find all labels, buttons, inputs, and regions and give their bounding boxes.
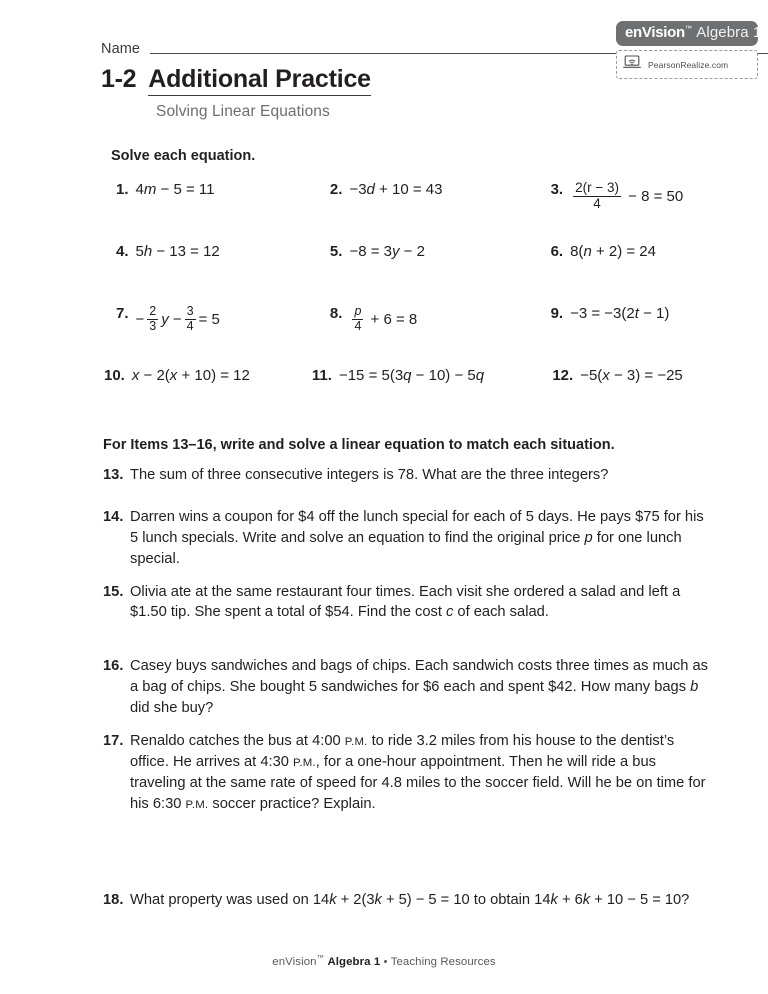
problem-variable: b xyxy=(690,679,699,696)
page-footer xyxy=(0,953,768,968)
problem-number: 13. xyxy=(103,467,124,483)
equation-item-1 xyxy=(101,180,313,242)
problem-text-seg3: + 5) − 5 = 10 to obtain 14 xyxy=(381,892,551,909)
problem-variable: c xyxy=(446,604,454,621)
brand-logo-block xyxy=(616,21,762,79)
equation-item-3 xyxy=(550,180,721,242)
equation-tail: + 6 = 8 xyxy=(366,310,418,328)
problem-text-seg1: What property was used on 14 xyxy=(130,892,330,909)
fraction-numerator: 2(r − 3) xyxy=(575,180,619,195)
footer-brand: enVision xyxy=(272,955,317,968)
problem-text-part2: for one lunch special. xyxy=(130,529,682,567)
footer-resource: Teaching Resources xyxy=(390,955,496,968)
equation-expression: −3 = −3(2 t − 1) xyxy=(570,305,670,322)
problem-text-seg1: Renaldo catches the bus at 4:00 xyxy=(130,732,345,749)
course-name: Algebra 1 xyxy=(696,24,762,41)
problem-number: 16. xyxy=(103,658,124,675)
equation-number: 3. xyxy=(550,181,564,198)
equation-expression: 4 m − 5 = 11 xyxy=(135,181,215,198)
problem-number: 14. xyxy=(103,508,124,525)
equation-expression: −5( x − 3) = −25 xyxy=(580,367,683,384)
equation-number: 10. xyxy=(104,367,125,384)
lesson-number: 1-2 xyxy=(101,65,137,93)
problem-number: 17. xyxy=(103,732,124,749)
equation-item-10 xyxy=(101,366,299,428)
equations-grid xyxy=(101,180,721,428)
problem-number: 15. xyxy=(103,583,124,600)
fraction-numerator: 2 xyxy=(149,304,157,318)
equation-item-4 xyxy=(101,242,313,304)
equation-number: 11. xyxy=(311,367,332,384)
footer-trademark: ™ xyxy=(316,953,325,962)
equation-number: 7. xyxy=(116,305,129,322)
time-meridiem: P.M. xyxy=(185,798,209,811)
problem-variable: k xyxy=(550,892,558,909)
problem-item-18 xyxy=(103,890,715,911)
equation-item-9 xyxy=(550,304,721,366)
equation-row xyxy=(101,180,721,242)
fraction-denominator: 3 xyxy=(149,318,157,333)
fraction xyxy=(352,305,363,333)
problem-variable: p xyxy=(584,529,593,546)
solve-section-heading: Solve each equation. xyxy=(111,148,256,164)
problem-text xyxy=(130,731,715,815)
laptop-wifi-icon xyxy=(623,55,641,74)
fraction xyxy=(573,181,621,211)
problem-text xyxy=(130,890,715,911)
equation-number: 12. xyxy=(552,367,574,384)
problem-text: The sum of three consecutive integers is 78. What are the three integers? xyxy=(130,467,609,483)
problem-text-seg4: soccer practice? Explain. xyxy=(208,795,376,812)
name-label: Name xyxy=(101,41,141,57)
problem-item-16 xyxy=(103,656,715,719)
equation-item-12 xyxy=(529,366,721,428)
word-problems-list xyxy=(103,465,715,911)
equation-lead: − xyxy=(135,310,145,328)
lesson-subtitle: Solving Linear Equations xyxy=(156,103,330,120)
equation-expression: −3 d + 10 = 43 xyxy=(349,181,443,198)
equation-number: 9. xyxy=(550,305,564,322)
lesson-title-block xyxy=(101,65,371,121)
equation-item-11 xyxy=(299,366,529,428)
problem-variable: k xyxy=(329,892,337,909)
problem-text xyxy=(130,507,715,570)
footer-course: Algebra 1 xyxy=(327,955,381,968)
equation-expression: 8( n + 2) = 24 xyxy=(570,243,656,260)
problem-variable: k xyxy=(374,892,382,909)
time-meridiem: P.M. xyxy=(293,756,316,769)
equation-expression xyxy=(136,306,220,334)
footer-separator: • xyxy=(380,955,391,968)
problem-variable: k xyxy=(582,892,591,909)
fraction-numerator: 3 xyxy=(186,304,194,318)
equation-number: 2. xyxy=(329,181,343,198)
page-title: Additional Practice xyxy=(148,65,371,93)
problem-item-14 xyxy=(103,507,715,570)
fraction-denominator: 4 xyxy=(593,195,601,211)
problem-text-seg3: , for a one-hour appointment. Then he will ride a bus traveling at the same rate of speed for 4.8 miles to the soccer field. Will he be on time for his 6:30 xyxy=(130,753,706,812)
problem-text-seg5: + 10 − 5 = 10? xyxy=(590,892,690,909)
problem-text-part2: of each salad. xyxy=(453,604,549,621)
equation-expression: −15 = 5(3 q − 10) − 5 q xyxy=(338,367,485,384)
equation-item-2 xyxy=(313,180,550,242)
equation-expression xyxy=(349,306,417,334)
problem-text-part2: did she buy? xyxy=(130,700,214,716)
equation-number: 4. xyxy=(116,243,129,260)
equation-mid: y − xyxy=(161,310,182,328)
problem-text xyxy=(130,656,715,719)
fraction-denominator: 4 xyxy=(354,318,362,333)
fraction xyxy=(147,305,158,333)
equation-item-7 xyxy=(101,304,313,366)
envision-badge xyxy=(616,21,762,46)
equation-row xyxy=(101,242,721,304)
problem-item-17 xyxy=(103,731,715,815)
word-problems-heading: For Items 13–16, write and solve a linear equation to match each situation. xyxy=(103,437,615,453)
pearson-realize-box[interactable] xyxy=(616,50,758,79)
fraction xyxy=(185,305,196,333)
title-underline xyxy=(148,95,371,96)
equation-number: 8. xyxy=(329,305,343,322)
problem-number: 18. xyxy=(103,892,124,909)
equation-item-5 xyxy=(313,242,550,304)
problem-text-seg4: + 6 xyxy=(557,892,583,909)
equation-item-6 xyxy=(550,242,721,304)
equation-number: 6. xyxy=(550,243,564,260)
equation-number: 1. xyxy=(116,181,129,198)
time-meridiem: P.M. xyxy=(344,735,368,748)
equation-item-8 xyxy=(313,304,550,366)
problem-text-part1: Olivia ate at the same restaurant four times. Each visit she ordered a salad and left a $1.50 tip. She spent a total of $54. Find the cost xyxy=(130,583,681,621)
equation-row xyxy=(101,304,721,366)
fraction-denominator: 4 xyxy=(186,318,194,333)
problem-item-13 xyxy=(103,465,715,486)
equation-expression: −8 = 3 y − 2 xyxy=(349,243,425,260)
fraction-numerator: p xyxy=(354,304,362,318)
equation-expression: x − 2( x + 10) = 12 xyxy=(131,367,250,384)
equation-tail: = 5 xyxy=(198,310,220,328)
equation-row xyxy=(101,366,721,428)
equation-tail: − 8 = 50 xyxy=(623,187,684,205)
problem-text-seg2: to ride 3.2 miles from his house to the dentist’s office. He arrives at 4:30 xyxy=(130,732,675,770)
pearson-realize-url: PearsonRealize.com xyxy=(648,59,729,70)
problem-text-seg2: + 2(3 xyxy=(336,892,375,909)
brand-name: enVision xyxy=(625,24,685,41)
equation-number: 5. xyxy=(329,243,343,260)
problem-item-15 xyxy=(103,582,715,624)
trademark-symbol: ™ xyxy=(684,25,692,33)
problem-text-part1: Darren wins a coupon for $4 off the lunch special for each of 5 days. He pays $75 for his 5 lunch specials. Write and solve an equation to find the original price xyxy=(130,508,704,546)
problem-text xyxy=(130,582,715,624)
problem-text-part1: Casey buys sandwiches and bags of chips. Each sandwich costs three times as much as a bag of chips. She bought 5 sandwiches for $6 each and spent $42. How many bags xyxy=(130,658,708,696)
equation-expression: 5 h − 13 = 12 xyxy=(135,243,220,260)
equation-expression xyxy=(570,182,683,212)
